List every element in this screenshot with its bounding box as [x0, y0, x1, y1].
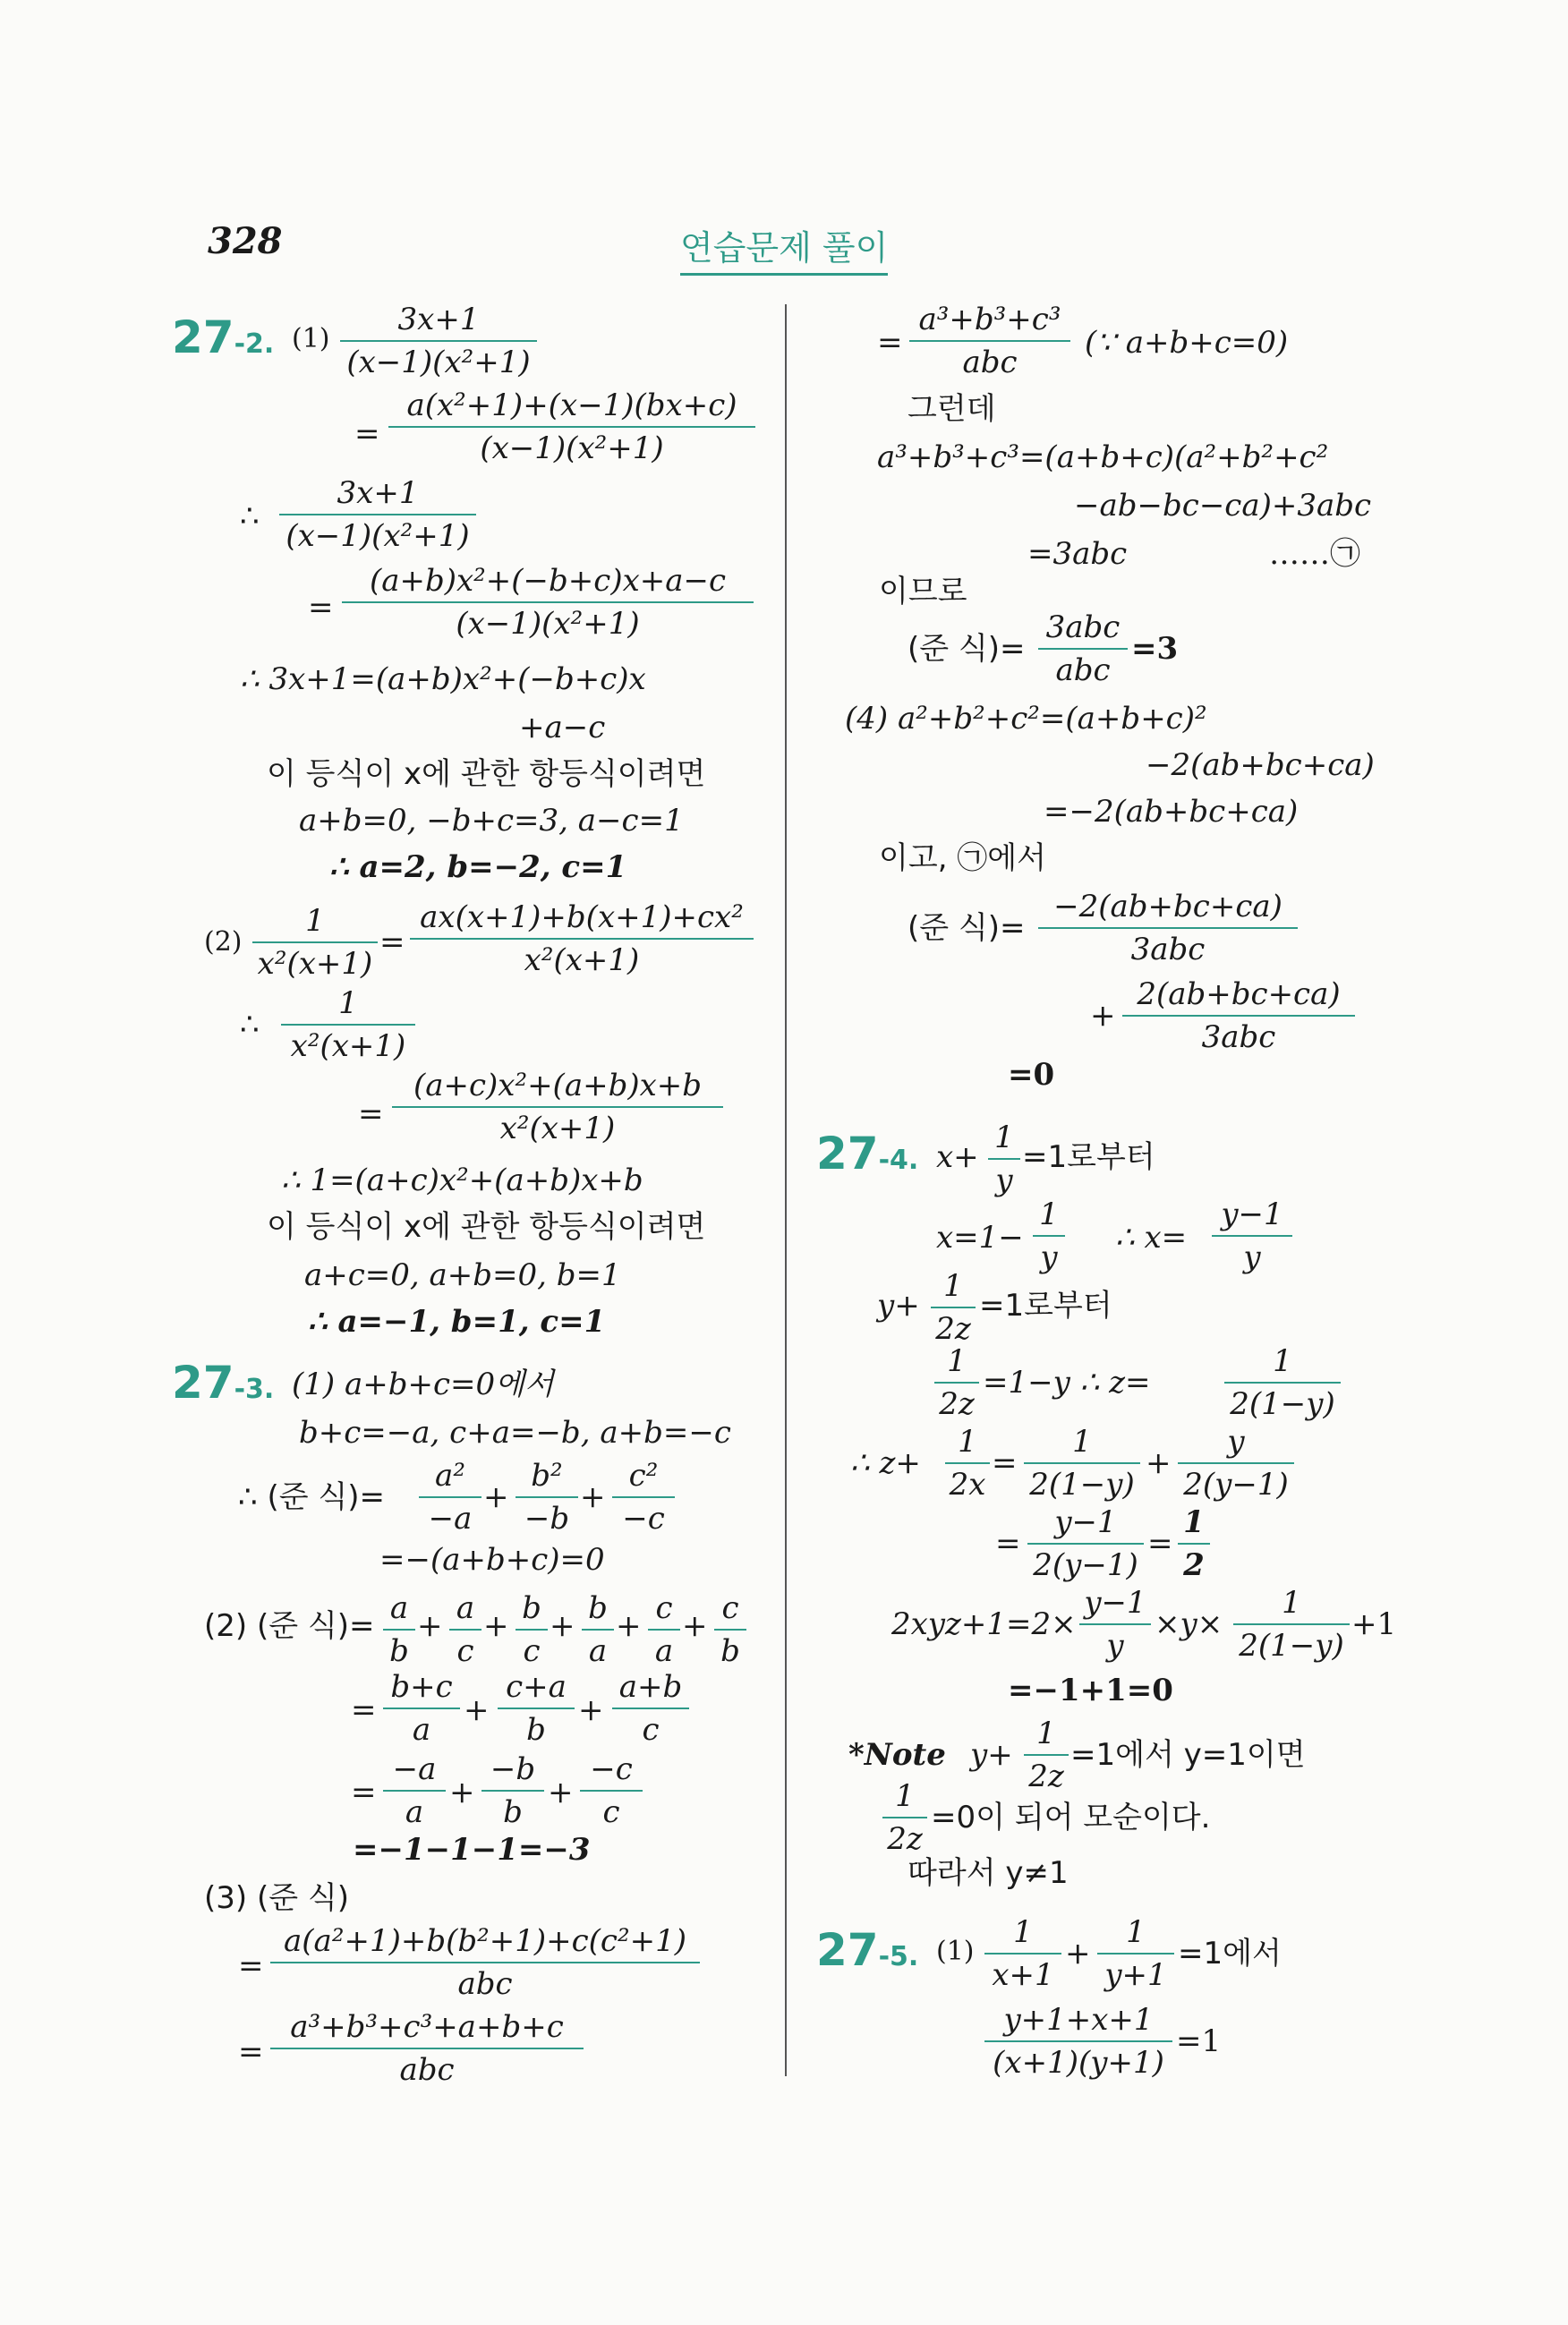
problem-27-2-label: 27-2. — [172, 311, 275, 363]
equals: = — [877, 325, 903, 361]
equation-line: =1 — [1176, 2023, 1222, 2059]
equation-line: (4) a²+b²+c²=(a+b+c)² — [845, 701, 1207, 737]
equation-line: x=1− — [936, 1220, 1024, 1256]
equation-line: −2(ab+bc+ca) — [1146, 747, 1375, 783]
fraction: ax(x+1)+b(x+1)+cx² x²(x+1) — [410, 902, 754, 975]
part-label: (1) — [292, 323, 330, 354]
page-title: 연습문제 풀이 — [680, 220, 888, 276]
fraction: (a+b)x²+(−b+c)x+a−c (x−1)(x²+1) — [342, 566, 754, 639]
equation-line: ∴ 3x+1=(a+b)x²+(−b+c)x — [240, 661, 646, 697]
fraction: 1 x²(x+1) — [281, 988, 415, 1061]
plus: + — [449, 1775, 475, 1810]
fraction: b² −b — [516, 1461, 578, 1534]
equation-line: ∴ 1=(a+c)x²+(a+b)x+b — [281, 1162, 643, 1198]
plus: + — [548, 1775, 574, 1810]
text-line: (3) (준 식) — [204, 1880, 349, 1916]
result-line: =0 — [1008, 1057, 1055, 1093]
plus: + — [417, 1608, 443, 1644]
text-line: 그런데 — [908, 391, 996, 427]
equation-line: =1에서 y=1이면 — [1070, 1737, 1306, 1773]
equals: = — [351, 1692, 377, 1728]
fraction: −c c — [580, 1754, 643, 1827]
fraction: 1 2 — [1178, 1507, 1210, 1580]
problem-27-3-label: 27-3. — [172, 1357, 275, 1409]
equation-line: +1 — [1351, 1606, 1397, 1642]
problem-27-4-label: 27-4. — [816, 1128, 919, 1180]
part-label: (2) — [204, 926, 243, 958]
equals: = — [354, 416, 380, 452]
column-divider — [785, 304, 787, 2076]
equation-line: (2) (준 식)= — [204, 1608, 375, 1644]
equation-line: =1로부터 — [979, 1288, 1112, 1324]
result-line: =−1−1−1=−3 — [353, 1832, 591, 1868]
equation-line: =1−y ∴ z= — [983, 1365, 1151, 1401]
fraction: −b b — [481, 1754, 544, 1827]
equals: = — [238, 2034, 264, 2070]
equals: = — [992, 1445, 1018, 1481]
result-line: =3 — [1131, 631, 1179, 667]
equation-line: =1로부터 — [1022, 1139, 1155, 1175]
fraction: c+a b — [498, 1672, 575, 1745]
fraction: 3abc abc — [1038, 612, 1128, 686]
fraction: 1 2(1−y) — [1024, 1427, 1140, 1500]
text-line: 이고, ㉠에서 — [879, 840, 1046, 876]
fraction: 1 y — [1033, 1199, 1065, 1273]
equation-line: ∴ z+ — [850, 1445, 921, 1481]
fraction: 1 y — [988, 1122, 1020, 1196]
plus: + — [1146, 1445, 1172, 1481]
equation-line: (1) a+b+c=0에서 — [292, 1367, 554, 1402]
equation-line: +a−c — [519, 710, 606, 745]
plus: + — [682, 1608, 708, 1644]
fraction: 1 2z — [882, 1781, 927, 1854]
equation-line: (∵ a+b+c=0) — [1085, 325, 1289, 361]
therefore-symbol: ∴ — [240, 498, 260, 534]
fraction: 1 x+1 — [984, 1917, 1061, 1990]
fraction: 1 y+1 — [1097, 1917, 1174, 1990]
fraction: a(x²+1)+(x−1)(bx+c) (x−1)(x²+1) — [388, 390, 755, 464]
problem-27-5-label: 27-5. — [816, 1924, 919, 1976]
plus: + — [464, 1692, 490, 1728]
equation-line: a³+b³+c³=(a+b+c)(a²+b²+c² — [877, 439, 1329, 475]
plus: + — [616, 1608, 642, 1644]
plus: + — [483, 1608, 509, 1644]
equals: = — [995, 1526, 1021, 1562]
equation-line: −ab−bc−ca)+3abc — [1074, 488, 1372, 524]
equation-line: (준 식)= — [908, 910, 1026, 946]
text-line: 이므로 — [879, 574, 967, 609]
equals: = — [238, 1948, 264, 1984]
fraction: y 2(y−1) — [1178, 1427, 1294, 1500]
fraction: y−1 y — [1079, 1588, 1151, 1661]
plus: + — [580, 1479, 606, 1515]
therefore-symbol: ∴ — [240, 1007, 260, 1043]
fraction: 3x+1 (x−1)(x²+1) — [340, 304, 537, 378]
fraction: 1 2(1−y) — [1233, 1588, 1350, 1661]
equation-line: =0이 되어 모순이다. — [931, 1800, 1211, 1835]
equation-line: 2xyz+1=2× — [891, 1606, 1077, 1642]
equation-line: ∴ (준 식)= — [238, 1479, 385, 1515]
equals: = — [351, 1775, 377, 1810]
fraction: a+b c — [612, 1672, 689, 1745]
fraction: (a+c)x²+(a+b)x+b x²(x+1) — [392, 1070, 723, 1144]
reference-tag: ……㉠ — [1269, 536, 1360, 572]
fraction: a b — [383, 1593, 415, 1666]
equation-line: b+c=−a, c+a=−b, a+b=−c — [299, 1415, 731, 1451]
fraction: a³+b³+c³+a+b+c abc — [270, 2012, 584, 2085]
equation-line: =1에서 — [1178, 1936, 1282, 1972]
equation-line: a+c=0, a+b=0, b=1 — [304, 1257, 621, 1293]
result-line: ∴ a=−1, b=1, c=1 — [308, 1304, 606, 1340]
fraction: c² −c — [612, 1461, 675, 1534]
equation-line: (준 식)= — [908, 631, 1026, 667]
fraction: 3x+1 (x−1)(x²+1) — [279, 478, 476, 551]
fraction: 1 2z — [931, 1271, 976, 1344]
plus: + — [1090, 998, 1116, 1034]
equals: = — [1147, 1526, 1173, 1562]
plus: + — [1065, 1936, 1091, 1972]
fraction: a c — [449, 1593, 481, 1666]
fraction: 1 2x — [945, 1427, 990, 1500]
fraction: y−1 2(y−1) — [1027, 1507, 1144, 1580]
result-line: =−1+1=0 — [1008, 1673, 1173, 1708]
fraction: y+1+x+1 (x+1)(y+1) — [984, 2005, 1172, 2078]
fraction: b c — [516, 1593, 548, 1666]
page-number: 328 — [208, 220, 283, 262]
fraction: y−1 y — [1212, 1199, 1292, 1273]
fraction: c a — [648, 1593, 680, 1666]
fraction: 1 2z — [1024, 1718, 1069, 1792]
fraction: 1 2z — [934, 1346, 979, 1419]
fraction: b a — [582, 1593, 614, 1666]
fraction: 1 2(1−y) — [1224, 1346, 1341, 1419]
result-line: =−(a+b+c)=0 — [379, 1542, 605, 1578]
fraction: 1 x²(x+1) — [252, 906, 378, 979]
fraction: c b — [714, 1593, 746, 1666]
equation-line: y+ — [970, 1737, 1013, 1773]
equals: = — [358, 1096, 384, 1132]
plus: + — [578, 1692, 604, 1728]
text-line: 이 등식이 x에 관한 항등식이려면 — [267, 756, 706, 792]
plus: + — [550, 1608, 575, 1644]
equation-line: ∴ x= — [1115, 1220, 1188, 1256]
plus: + — [483, 1479, 509, 1515]
fraction: a(a²+1)+b(b²+1)+c(c²+1) abc — [270, 1926, 700, 1999]
equals: = — [379, 924, 405, 960]
equation-line: =3abc — [1027, 536, 1128, 572]
fraction: a³+b³+c³ abc — [909, 304, 1070, 378]
fraction: −a a — [383, 1754, 446, 1827]
equation-line: a+b=0, −b+c=3, a−c=1 — [299, 803, 684, 839]
fraction: −2(ab+bc+ca) 3abc — [1038, 891, 1298, 965]
equation-line: ×y× — [1155, 1606, 1223, 1642]
fraction: 2(ab+bc+ca) 3abc — [1122, 979, 1355, 1052]
fraction: a² −a — [419, 1461, 481, 1534]
fraction: b+c a — [383, 1672, 460, 1745]
equation-line: y+ — [877, 1288, 920, 1324]
part-label: (1) — [936, 1936, 975, 1967]
note-label: *Note — [848, 1737, 946, 1773]
equation-line: 따라서 y≠1 — [908, 1855, 1069, 1891]
equation-line: =−2(ab+bc+ca) — [1044, 794, 1299, 830]
text-line: 이 등식이 x에 관한 항등식이려면 — [267, 1209, 706, 1245]
result-line: ∴ a=2, b=−2, c=1 — [329, 849, 627, 885]
equation-line: x+ — [936, 1139, 979, 1175]
equals: = — [308, 590, 334, 626]
